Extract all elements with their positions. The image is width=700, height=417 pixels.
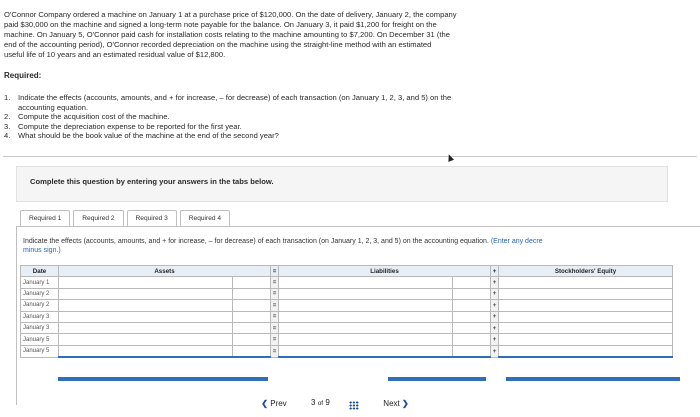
asset-account-input[interactable]	[59, 334, 233, 345]
problem-line: end of the accounting period), O'Connor recorded depreciation on the machine using the straight-line method with an estimated	[4, 40, 432, 49]
equity-input[interactable]	[499, 345, 673, 357]
required-list	[4, 93, 604, 141]
equals-sign: =	[271, 311, 279, 322]
required-item-text: Compute the depreciation expense to be reported for the first year.	[18, 121, 242, 131]
problem-line: paid $30,000 on the machine and signed a long-term note payable for the balance. On January 3, it paid $1,200 for freight on the	[4, 20, 437, 29]
asset-amount-input[interactable]	[233, 322, 271, 333]
liability-amount-input[interactable]	[453, 288, 491, 299]
required-item-text: What should be the book value of the machine at the end of the second year?	[18, 131, 279, 140]
column-header-assets: Assets	[59, 266, 271, 277]
liability-account-input[interactable]	[279, 334, 453, 345]
assets-total-bar	[58, 377, 268, 381]
liability-account-input[interactable]	[279, 288, 453, 299]
asset-account-input[interactable]	[59, 288, 233, 299]
problem-line: machine. On January 5, O'Connor paid cash for installation costs relating to the machine amounting to $7,200. On December 31 (the	[4, 30, 450, 39]
page-current: 3	[311, 398, 316, 407]
date-cell: January 2	[21, 300, 59, 311]
liability-account-input[interactable]	[279, 277, 453, 288]
equity-input[interactable]	[499, 334, 673, 345]
liability-amount-input[interactable]	[453, 322, 491, 333]
tab-required-2[interactable]: Required 2	[73, 210, 123, 227]
asset-amount-input[interactable]	[233, 345, 271, 357]
problem-line: useful life of 10 years and an estimated residual value of $12,800.	[4, 50, 226, 59]
date-cell: January 5	[21, 334, 59, 345]
required-item-number: 4.	[4, 131, 11, 140]
asset-account-input[interactable]	[59, 311, 233, 322]
table-row	[21, 288, 673, 299]
equity-input[interactable]	[499, 322, 673, 333]
liability-account-input[interactable]	[279, 300, 453, 311]
instructions-text: Complete this question by entering your answers in the tabs below.	[30, 177, 274, 186]
equals-sign: =	[271, 300, 279, 311]
equals-sign: =	[271, 345, 279, 357]
required-item-line: Indicate the effects (accounts, amounts, and + for increase, – for decrease) of each transaction (on January 1, 2, 3, and 5) on the	[18, 93, 452, 102]
effect-instructions	[23, 237, 695, 255]
required-item-text	[18, 93, 451, 112]
asset-amount-input[interactable]	[233, 277, 271, 288]
page-total: 9	[325, 398, 330, 407]
tab-required-3[interactable]: Required 3	[127, 210, 177, 227]
plus-sign: +	[491, 288, 499, 299]
effect-instructions-text: Indicate the effects (accounts, amounts, and + for increase, – for decrease) of each transaction (on January 1, 2, 3, and 5) on the accounting equation.	[23, 238, 489, 245]
required-item-text: Compute the acquisition cost of the machine.	[18, 112, 170, 121]
page-of: of	[317, 400, 324, 407]
equity-input[interactable]	[499, 300, 673, 311]
table-row	[21, 345, 673, 357]
effect-hint: minus sign.)	[23, 247, 61, 254]
required-item-number: 2.	[4, 112, 11, 121]
problem-statement	[4, 10, 604, 60]
equity-input[interactable]	[499, 311, 673, 322]
liability-account-input[interactable]	[279, 322, 453, 333]
liability-amount-input[interactable]	[453, 277, 491, 288]
liability-amount-input[interactable]	[453, 311, 491, 322]
table-row	[21, 322, 673, 333]
equity-input[interactable]	[499, 288, 673, 299]
asset-account-input[interactable]	[59, 322, 233, 333]
plus-sign: +	[491, 345, 499, 357]
equals-sign: =	[271, 277, 279, 288]
plus-sign: +	[491, 334, 499, 345]
required-heading: Required:	[4, 71, 42, 80]
equals-sign: =	[271, 288, 279, 299]
table-header-row	[21, 266, 673, 277]
required-item	[4, 112, 604, 122]
required-item-number: 3.	[4, 121, 11, 131]
required-tabs	[20, 210, 233, 227]
equals-sign: =	[271, 334, 279, 345]
tab-required-4[interactable]: Required 4	[180, 210, 230, 227]
column-header-liabilities: Liabilities	[279, 266, 491, 277]
asset-account-input[interactable]	[59, 277, 233, 288]
asset-amount-input[interactable]	[233, 334, 271, 345]
date-cell: January 3	[21, 322, 59, 333]
plus-sign: +	[491, 266, 499, 277]
section-divider	[3, 156, 697, 157]
date-cell: January 2	[21, 288, 59, 299]
required-item	[4, 93, 604, 112]
chevron-left-icon: ❮	[261, 399, 268, 408]
prev-button[interactable]	[252, 396, 296, 412]
equity-total-bar	[506, 377, 680, 381]
plus-sign: +	[491, 277, 499, 288]
equity-input[interactable]	[499, 277, 673, 288]
asset-amount-input[interactable]	[233, 311, 271, 322]
equals-sign: =	[271, 266, 279, 277]
problem-line: O'Connor Company ordered a machine on January 1 at a purchase price of $120,000. On the date of delivery, January 2, the company	[4, 10, 457, 19]
tab-required-1[interactable]: Required 1	[20, 210, 70, 227]
page-indicator	[311, 398, 330, 407]
required-item	[4, 122, 604, 132]
plus-sign: +	[491, 322, 499, 333]
liability-account-input[interactable]	[279, 345, 453, 357]
asset-account-input[interactable]	[59, 345, 233, 357]
prev-label: Prev	[270, 399, 287, 408]
mouse-cursor-icon	[446, 153, 454, 162]
liability-amount-input[interactable]	[453, 334, 491, 345]
required-item-line: accounting equation.	[18, 102, 89, 112]
next-button[interactable]	[374, 396, 418, 412]
date-cell: January 3	[21, 311, 59, 322]
plus-sign: +	[491, 300, 499, 311]
liability-account-input[interactable]	[279, 311, 453, 322]
liability-amount-input[interactable]	[453, 300, 491, 311]
table-row	[21, 300, 673, 311]
asset-account-input[interactable]	[59, 300, 233, 311]
effect-hint: (Enter any decre	[490, 238, 543, 245]
question-grid-icon[interactable]	[349, 401, 359, 410]
next-label: Next	[383, 399, 400, 408]
table-row	[21, 277, 673, 288]
required-item	[4, 131, 604, 141]
chevron-right-icon: ❯	[401, 399, 409, 408]
column-header-stockholders-equity: Stockholders' Equity	[499, 266, 673, 277]
equals-sign: =	[271, 322, 279, 333]
table-row	[21, 334, 673, 345]
table-row	[21, 311, 673, 322]
liability-amount-input[interactable]	[453, 345, 491, 357]
liabilities-total-bar	[388, 377, 486, 381]
plus-sign: +	[491, 311, 499, 322]
column-header-date: Date	[21, 266, 59, 277]
required-item-number: 1.	[4, 93, 11, 102]
accounting-equation-table	[20, 265, 673, 358]
asset-amount-input[interactable]	[233, 300, 271, 311]
asset-amount-input[interactable]	[233, 288, 271, 299]
date-cell: January 5	[21, 345, 59, 357]
date-cell: January 1	[21, 277, 59, 288]
